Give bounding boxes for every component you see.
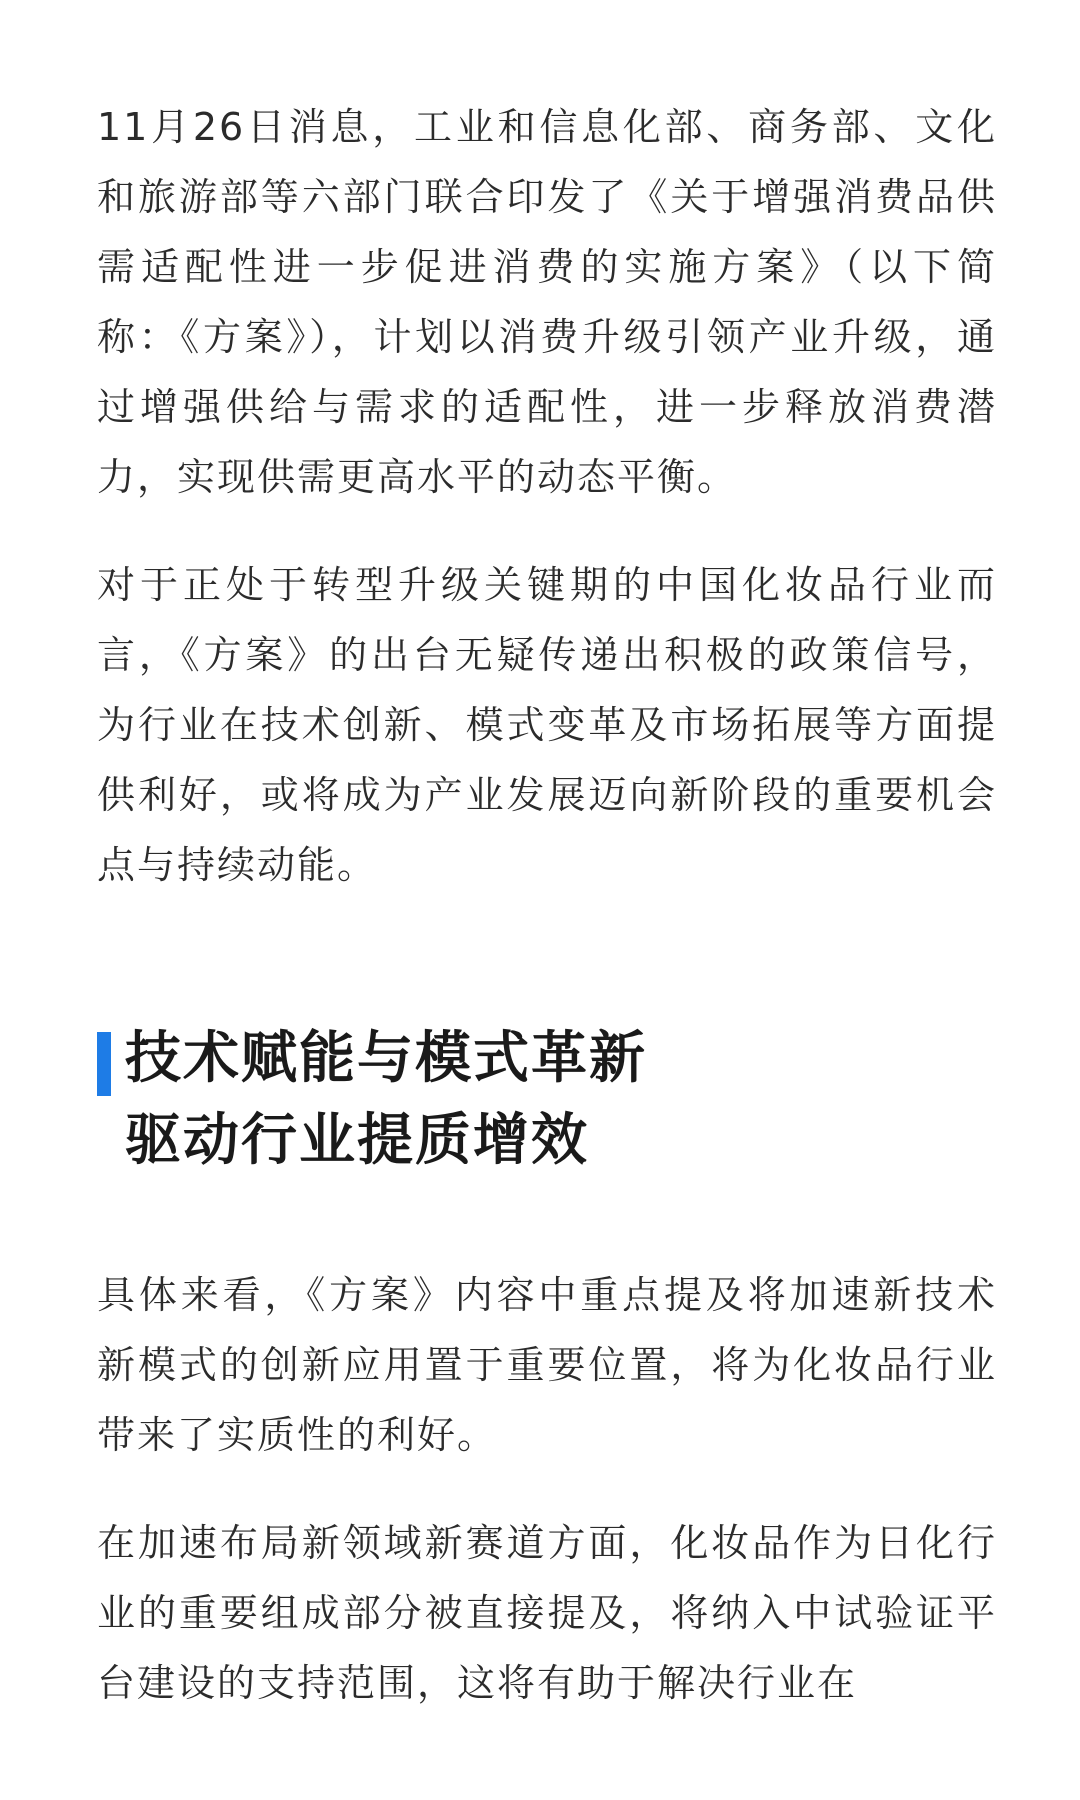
paragraph-intro-2: 对于正处于转型升级关键期的中国化妆品行业而言，《方案》的出台无疑传递出积极的政策信号，为行业在技术创新、模式变革及市场拓展等方面提供利好，或将成为产业发展迈向新阶段的重要机会点与持续动能。 [97,563,997,887]
paragraph-intro-1: 11月26日消息，工业和信息化部、商务部、文化和旅游部等六部门联合印发了《关于增强消费品供需适配性进一步促进消费的实施方案》（以下简称：《方案》），计划以消费升级引领产业升级，通过增强供给与需求的适配性，进一步释放消费潜力，实现供需更高水平的动态平衡。 [97,105,997,499]
article-body [97,92,997,1718]
paragraph-section-1: 具体来看，《方案》内容中重点提及将加速新技术新模式的创新应用置于重要位置，将为化妆品行业带来了实质性的利好。 [97,1273,997,1457]
paragraph-section-2: 在加速布局新领域新赛道方面，化妆品作为日化行业的重要组成部分被直接提及，将纳入中试验证平台建设的支持范围，这将有助于解决行业在 [97,1521,997,1705]
section-accent-bar [97,1032,111,1096]
section-heading [97,1018,997,1182]
section-title-line-1: 技术赋能与模式革新 [125,1026,647,1091]
section-title [125,1018,997,1182]
section-title-line-2: 驱动行业提质增效 [125,1108,589,1173]
